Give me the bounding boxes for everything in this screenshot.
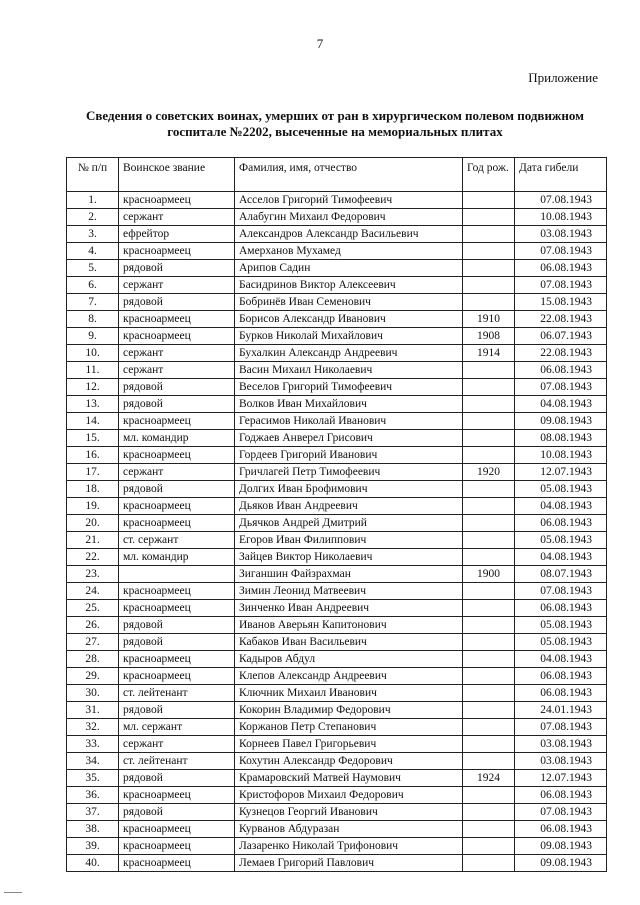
cell-birth-year — [463, 583, 515, 600]
table-body — [67, 192, 607, 872]
cell-number: 3. — [67, 226, 119, 243]
cell-rank: рядовой — [119, 260, 235, 277]
cell-rank: рядовой — [119, 379, 235, 396]
cell-rank: ефрейтор — [119, 226, 235, 243]
table-row — [67, 532, 607, 549]
cell-number: 25. — [67, 600, 119, 617]
cell-full-name: Кристофоров Михаил Федорович — [235, 787, 463, 804]
table-row — [67, 345, 607, 362]
cell-death-date: 07.08.1943 — [515, 583, 607, 600]
cell-rank: рядовой — [119, 804, 235, 821]
cell-birth-year — [463, 226, 515, 243]
cell-death-date: 09.08.1943 — [515, 855, 607, 872]
cell-number: 4. — [67, 243, 119, 260]
cell-rank: красноармеец — [119, 192, 235, 209]
cell-rank: красноармеец — [119, 668, 235, 685]
cell-birth-year — [463, 413, 515, 430]
cell-birth-year — [463, 430, 515, 447]
cell-number: 34. — [67, 753, 119, 770]
table-row — [67, 566, 607, 583]
cell-rank: красноармеец — [119, 821, 235, 838]
cell-birth-year — [463, 481, 515, 498]
cell-number: 26. — [67, 617, 119, 634]
cell-full-name: Гордеев Григорий Иванович — [235, 447, 463, 464]
cell-death-date: 05.08.1943 — [515, 634, 607, 651]
cell-full-name: Зиганшин Файзрахман — [235, 566, 463, 583]
cell-rank: красноармеец — [119, 515, 235, 532]
cell-rank: сержант — [119, 209, 235, 226]
cell-full-name: Васин Михаил Николаевич — [235, 362, 463, 379]
header-birth-year: Год рож. — [463, 158, 515, 192]
cell-death-date: 06.08.1943 — [515, 787, 607, 804]
cell-death-date: 03.08.1943 — [515, 753, 607, 770]
table-row — [67, 770, 607, 787]
table-row — [67, 804, 607, 821]
table-row — [67, 396, 607, 413]
cell-number: 18. — [67, 481, 119, 498]
cell-rank: рядовой — [119, 770, 235, 787]
cell-number: 36. — [67, 787, 119, 804]
cell-birth-year — [463, 600, 515, 617]
table-row — [67, 362, 607, 379]
table-row — [67, 260, 607, 277]
table-row — [67, 685, 607, 702]
cell-rank: красноармеец — [119, 838, 235, 855]
cell-rank: рядовой — [119, 294, 235, 311]
table-row — [67, 583, 607, 600]
header-full-name: Фамилия, имя, отчество — [235, 158, 463, 192]
cell-death-date: 05.08.1943 — [515, 617, 607, 634]
cell-full-name: Бобринёв Иван Семенович — [235, 294, 463, 311]
table-row — [67, 226, 607, 243]
table-row — [67, 702, 607, 719]
cell-death-date: 10.08.1943 — [515, 209, 607, 226]
cell-number: 5. — [67, 260, 119, 277]
cell-rank: красноармеец — [119, 651, 235, 668]
cell-death-date: 22.08.1943 — [515, 345, 607, 362]
cell-birth-year — [463, 838, 515, 855]
cell-full-name: Кохутин Александр Федорович — [235, 753, 463, 770]
cell-death-date: 08.07.1943 — [515, 566, 607, 583]
cell-rank: рядовой — [119, 481, 235, 498]
cell-full-name: Зайцев Виктор Николаевич — [235, 549, 463, 566]
cell-birth-year — [463, 787, 515, 804]
cell-number: 32. — [67, 719, 119, 736]
cell-birth-year — [463, 821, 515, 838]
table-row — [67, 600, 607, 617]
cell-number: 12. — [67, 379, 119, 396]
cell-full-name: Кадыров Абдул — [235, 651, 463, 668]
table-row — [67, 549, 607, 566]
cell-full-name: Борисов Александр Иванович — [235, 311, 463, 328]
cell-number: 35. — [67, 770, 119, 787]
cell-rank: красноармеец — [119, 311, 235, 328]
cell-death-date: 15.08.1943 — [515, 294, 607, 311]
cell-number: 40. — [67, 855, 119, 872]
cell-number: 7. — [67, 294, 119, 311]
cell-birth-year — [463, 719, 515, 736]
cell-rank: рядовой — [119, 634, 235, 651]
table-row — [67, 736, 607, 753]
cell-number: 33. — [67, 736, 119, 753]
cell-full-name: Гричлагей Петр Тимофеевич — [235, 464, 463, 481]
cell-birth-year — [463, 804, 515, 821]
cell-rank: красноармеец — [119, 787, 235, 804]
cell-full-name: Бурков Николай Михайлович — [235, 328, 463, 345]
cell-rank: ст. лейтенант — [119, 685, 235, 702]
cell-birth-year — [463, 447, 515, 464]
table-row — [67, 634, 607, 651]
cell-rank: ст. сержант — [119, 532, 235, 549]
cell-death-date: 04.08.1943 — [515, 549, 607, 566]
cell-birth-year — [463, 549, 515, 566]
cell-birth-year — [463, 243, 515, 260]
cell-death-date: 07.08.1943 — [515, 804, 607, 821]
cell-death-date: 03.08.1943 — [515, 736, 607, 753]
cell-number: 38. — [67, 821, 119, 838]
cell-number: 23. — [67, 566, 119, 583]
table-row — [67, 192, 607, 209]
cell-death-date: 07.08.1943 — [515, 192, 607, 209]
cell-rank: красноармеец — [119, 413, 235, 430]
table-row — [67, 447, 607, 464]
cell-birth-year — [463, 396, 515, 413]
cell-number: 30. — [67, 685, 119, 702]
cell-number: 8. — [67, 311, 119, 328]
appendix-label: Приложение — [528, 70, 598, 85]
table-row — [67, 617, 607, 634]
cell-rank: мл. командир — [119, 430, 235, 447]
cell-number: 10. — [67, 345, 119, 362]
cell-full-name: Долгих Иван Брофимович — [235, 481, 463, 498]
header-number: № п/п — [67, 158, 119, 192]
table-row — [67, 277, 607, 294]
cell-full-name: Кокорин Владимир Федорович — [235, 702, 463, 719]
cell-number: 1. — [67, 192, 119, 209]
cell-rank: сержант — [119, 362, 235, 379]
cell-birth-year — [463, 379, 515, 396]
cell-number: 15. — [67, 430, 119, 447]
cell-number: 19. — [67, 498, 119, 515]
cell-rank: рядовой — [119, 396, 235, 413]
cell-birth-year: 1910 — [463, 311, 515, 328]
cell-rank: красноармеец — [119, 243, 235, 260]
table-row — [67, 413, 607, 430]
cell-death-date: 09.08.1943 — [515, 838, 607, 855]
cell-full-name: Зимин Леонид Матвеевич — [235, 583, 463, 600]
cell-death-date: 05.08.1943 — [515, 532, 607, 549]
cell-full-name: Корнеев Павел Григорьевич — [235, 736, 463, 753]
cell-full-name: Лазаренко Николай Трифонович — [235, 838, 463, 855]
cell-death-date: 06.07.1943 — [515, 328, 607, 345]
cell-death-date: 07.08.1943 — [515, 719, 607, 736]
cell-full-name: Басидринов Виктор Алексеевич — [235, 277, 463, 294]
cell-number: 27. — [67, 634, 119, 651]
page-number: 7 — [316, 36, 324, 51]
cell-birth-year — [463, 617, 515, 634]
cell-death-date: 09.08.1943 — [515, 413, 607, 430]
table-row — [67, 821, 607, 838]
cell-death-date: 03.08.1943 — [515, 226, 607, 243]
table-header-row — [67, 158, 607, 192]
cell-death-date: 04.08.1943 — [515, 651, 607, 668]
cell-birth-year: 1914 — [463, 345, 515, 362]
table-row — [67, 838, 607, 855]
cell-birth-year — [463, 702, 515, 719]
cell-birth-year: 1920 — [463, 464, 515, 481]
cell-full-name: Герасимов Николай Иванович — [235, 413, 463, 430]
cell-full-name: Александров Александр Васильевич — [235, 226, 463, 243]
cell-full-name: Крамаровский Матвей Наумович — [235, 770, 463, 787]
cell-number: 37. — [67, 804, 119, 821]
cell-birth-year — [463, 260, 515, 277]
cell-birth-year — [463, 668, 515, 685]
header-death-date: Дата гибели — [515, 158, 607, 192]
cell-death-date: 24.01.1943 — [515, 702, 607, 719]
cell-number: 14. — [67, 413, 119, 430]
cell-rank: ст. лейтенант — [119, 753, 235, 770]
cell-death-date: 10.08.1943 — [515, 447, 607, 464]
table-row — [67, 464, 607, 481]
cell-number: 20. — [67, 515, 119, 532]
cell-rank — [119, 566, 235, 583]
cell-number: 2. — [67, 209, 119, 226]
cell-full-name: Зинченко Иван Андреевич — [235, 600, 463, 617]
cell-birth-year — [463, 532, 515, 549]
cell-death-date: 07.08.1943 — [515, 379, 607, 396]
table-row — [67, 209, 607, 226]
cell-birth-year — [463, 855, 515, 872]
cell-number: 24. — [67, 583, 119, 600]
table-row — [67, 651, 607, 668]
cell-rank: красноармеец — [119, 498, 235, 515]
cell-full-name: Веселов Григорий Тимофеевич — [235, 379, 463, 396]
cell-full-name: Арипов Садин — [235, 260, 463, 277]
cell-number: 29. — [67, 668, 119, 685]
cell-number: 6. — [67, 277, 119, 294]
cell-birth-year: 1924 — [463, 770, 515, 787]
cell-death-date: 06.08.1943 — [515, 515, 607, 532]
cell-number: 17. — [67, 464, 119, 481]
table-row — [67, 753, 607, 770]
cell-birth-year — [463, 634, 515, 651]
cell-rank: рядовой — [119, 617, 235, 634]
cell-full-name: Лемаев Григорий Павлович — [235, 855, 463, 872]
cell-full-name: Амерханов Мухамед — [235, 243, 463, 260]
cell-death-date: 04.08.1943 — [515, 498, 607, 515]
table-row — [67, 430, 607, 447]
cell-full-name: Иванов Аверьян Капитонович — [235, 617, 463, 634]
cell-full-name: Кузнецов Георгий Иванович — [235, 804, 463, 821]
cell-rank: сержант — [119, 464, 235, 481]
cell-birth-year: 1900 — [463, 566, 515, 583]
cell-full-name: Егоров Иван Филиппович — [235, 532, 463, 549]
cell-rank: красноармеец — [119, 328, 235, 345]
cell-rank: красноармеец — [119, 600, 235, 617]
cell-death-date: 12.07.1943 — [515, 770, 607, 787]
cell-death-date: 06.08.1943 — [515, 685, 607, 702]
table-row — [67, 668, 607, 685]
cell-full-name: Асселов Григорий Тимофеевич — [235, 192, 463, 209]
cell-number: 22. — [67, 549, 119, 566]
cell-birth-year — [463, 277, 515, 294]
cell-birth-year — [463, 192, 515, 209]
table-row — [67, 294, 607, 311]
cell-number: 28. — [67, 651, 119, 668]
table-row — [67, 311, 607, 328]
cell-death-date: 06.08.1943 — [515, 668, 607, 685]
cell-birth-year — [463, 685, 515, 702]
cell-death-date: 07.08.1943 — [515, 243, 607, 260]
cell-birth-year — [463, 753, 515, 770]
memorial-table — [66, 157, 607, 872]
table-row — [67, 498, 607, 515]
cell-full-name: Ключник Михаил Иванович — [235, 685, 463, 702]
cell-full-name: Алабугин Михаил Федорович — [235, 209, 463, 226]
footer-line — [4, 892, 22, 893]
table-row — [67, 787, 607, 804]
cell-full-name: Дьячков Андрей Дмитрий — [235, 515, 463, 532]
cell-full-name: Бухалкин Александр Андреевич — [235, 345, 463, 362]
table-row — [67, 328, 607, 345]
cell-death-date: 12.07.1943 — [515, 464, 607, 481]
cell-rank: красноармеец — [119, 583, 235, 600]
cell-birth-year — [463, 362, 515, 379]
cell-birth-year — [463, 515, 515, 532]
table-row — [67, 379, 607, 396]
cell-death-date: 05.08.1943 — [515, 481, 607, 498]
cell-full-name: Кабаков Иван Васильевич — [235, 634, 463, 651]
cell-full-name: Волков Иван Михайлович — [235, 396, 463, 413]
cell-number: 13. — [67, 396, 119, 413]
cell-birth-year — [463, 209, 515, 226]
cell-birth-year — [463, 651, 515, 668]
cell-death-date: 06.08.1943 — [515, 260, 607, 277]
cell-birth-year — [463, 736, 515, 753]
cell-rank: рядовой — [119, 702, 235, 719]
table-row — [67, 855, 607, 872]
cell-death-date: 22.08.1943 — [515, 311, 607, 328]
cell-full-name: Коржанов Петр Степанович — [235, 719, 463, 736]
cell-rank: мл. командир — [119, 549, 235, 566]
table-row — [67, 243, 607, 260]
cell-number: 9. — [67, 328, 119, 345]
cell-number: 31. — [67, 702, 119, 719]
cell-full-name: Годжаев Анверел Грисович — [235, 430, 463, 447]
cell-birth-year — [463, 498, 515, 515]
cell-full-name: Дьяков Иван Андреевич — [235, 498, 463, 515]
cell-rank: мл. сержант — [119, 719, 235, 736]
cell-number: 16. — [67, 447, 119, 464]
cell-rank: сержант — [119, 277, 235, 294]
cell-death-date: 04.08.1943 — [515, 396, 607, 413]
cell-death-date: 06.08.1943 — [515, 600, 607, 617]
cell-number: 11. — [67, 362, 119, 379]
cell-number: 21. — [67, 532, 119, 549]
cell-birth-year: 1908 — [463, 328, 515, 345]
cell-death-date: 07.08.1943 — [515, 277, 607, 294]
cell-death-date: 08.08.1943 — [515, 430, 607, 447]
table-row — [67, 481, 607, 498]
cell-rank: красноармеец — [119, 447, 235, 464]
document-title: Сведения о советских воинах, умерших от ран в хирургическом полевом подвижном госпитале №2202, высеченные на мемориальных плитах — [86, 108, 584, 139]
cell-number: 39. — [67, 838, 119, 855]
cell-full-name: Клепов Александр Андреевич — [235, 668, 463, 685]
cell-rank: красноармеец — [119, 855, 235, 872]
cell-death-date: 06.08.1943 — [515, 362, 607, 379]
header-rank: Воинское звание — [119, 158, 235, 192]
cell-birth-year — [463, 294, 515, 311]
cell-death-date: 06.08.1943 — [515, 821, 607, 838]
table-row — [67, 515, 607, 532]
table-row — [67, 719, 607, 736]
cell-rank: сержант — [119, 736, 235, 753]
cell-rank: сержант — [119, 345, 235, 362]
cell-full-name: Курванов Абдуразан — [235, 821, 463, 838]
